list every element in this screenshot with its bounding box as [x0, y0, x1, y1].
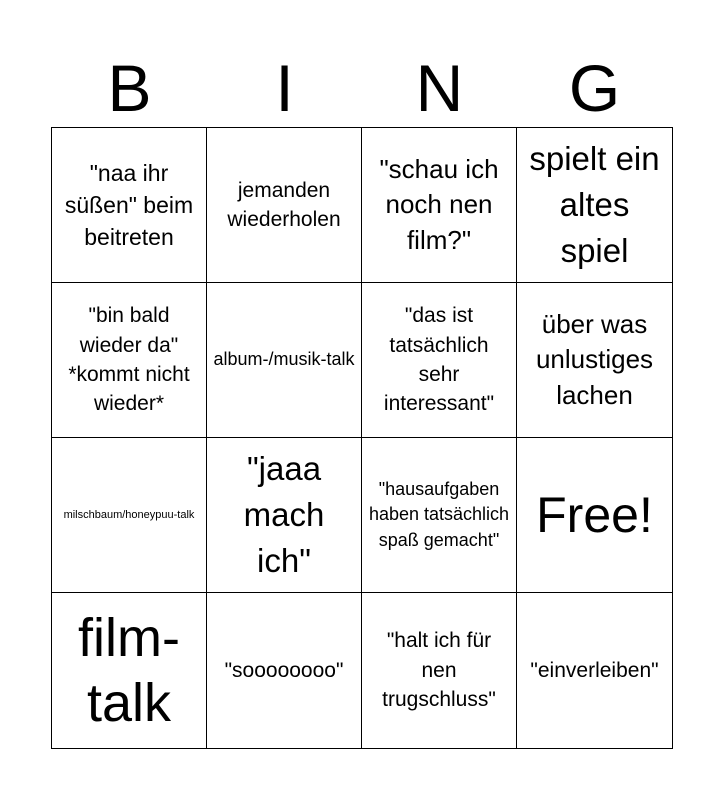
bingo-cell[interactable]: "schau ich noch nen film?" — [362, 128, 517, 283]
bingo-cell[interactable]: album-/musik-talk — [207, 283, 362, 438]
bingo-cell[interactable]: "soooooooo" — [207, 593, 362, 748]
bingo-board — [51, 127, 673, 749]
bingo-cell[interactable]: "halt ich für nen trugschluss" — [362, 593, 517, 748]
bingo-cell[interactable]: "hausaufgaben haben tatsächlich spaß gemacht" — [362, 438, 517, 593]
bingo-cell[interactable]: "das ist tatsächlich sehr interessant" — [362, 283, 517, 438]
bingo-cell[interactable]: spielt ein altes spiel — [517, 128, 672, 283]
bingo-cell[interactable]: über was unlustiges lachen — [517, 283, 672, 438]
bingo-cell[interactable]: "einverleiben" — [530, 658, 659, 682]
bingo-cell[interactable]: film-talk — [52, 593, 207, 748]
bingo-cell[interactable]: jemanden wiederholen — [207, 128, 362, 283]
bingo-header — [52, 50, 672, 126]
header-letter-b: B — [107, 51, 152, 125]
bingo-cell[interactable]: "naa ihr süßen" beim beitreten — [52, 128, 207, 283]
bingo-cell[interactable]: "jaaa mach ich" — [207, 438, 362, 593]
free-space-cell[interactable]: Free! — [517, 438, 672, 593]
bingo-cell[interactable]: milschbaum/honeypuu-talk — [52, 438, 207, 593]
header-letter-i: I — [275, 51, 294, 125]
header-letter-g: G — [568, 51, 621, 125]
header-letter-n: N — [415, 51, 464, 125]
bingo-cell[interactable]: "bin bald wieder da" *kommt nicht wieder* — [52, 283, 207, 438]
